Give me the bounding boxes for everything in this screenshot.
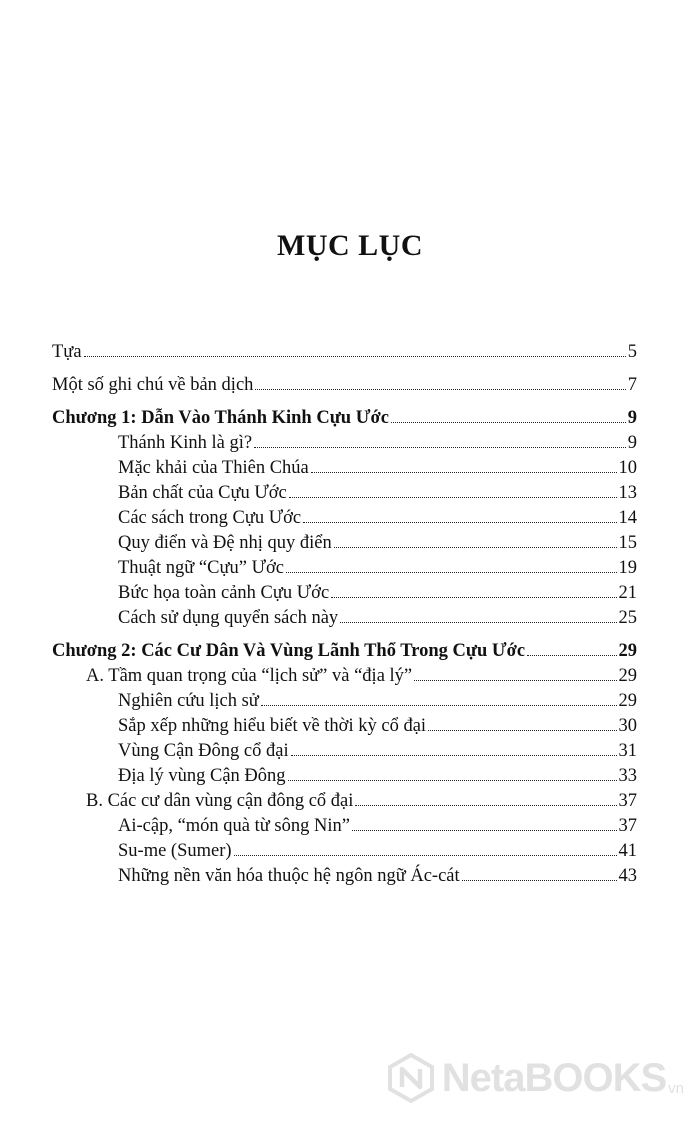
toc-dot-leader <box>255 389 625 390</box>
toc-entry <box>52 556 637 581</box>
toc-entry-label: Su-me (Sumer) <box>118 841 232 861</box>
toc-entry-page: 7 <box>627 375 637 395</box>
toc-entry-page: 43 <box>618 866 637 886</box>
toc-entry <box>52 789 637 814</box>
toc-dot-leader <box>527 655 616 656</box>
page-title: MỤC LỤC <box>277 229 423 262</box>
toc-entry <box>52 506 637 531</box>
toc-dot-leader <box>84 356 626 357</box>
toc-dot-leader <box>311 472 617 473</box>
toc-entry-label: Thánh Kinh là gì? <box>118 433 253 453</box>
toc-entry <box>52 664 637 689</box>
toc-entry-label: Chương 2: Các Cư Dân Và Vùng Lãnh Thổ Trong Cựu Ước <box>52 641 526 661</box>
toc-entry-label: Bản chất của Cựu Ước <box>118 483 287 503</box>
toc-entry-label: Nghiên cứu lịch sử <box>118 691 259 711</box>
toc-dot-leader <box>428 730 616 731</box>
toc-entry <box>52 481 637 506</box>
toc-dot-leader <box>355 805 616 806</box>
toc-entry-page: 31 <box>618 741 637 761</box>
toc-entry-page: 5 <box>627 342 637 362</box>
toc-dot-leader <box>286 572 617 573</box>
toc-dot-leader <box>340 622 616 623</box>
toc-dot-leader <box>334 547 617 548</box>
toc-entry-label: Những nền văn hóa thuộc hệ ngôn ngữ Ác-cát <box>118 866 460 886</box>
toc-entry-label: Cách sử dụng quyển sách này <box>118 608 339 628</box>
toc-entry-page: 9 <box>627 433 637 453</box>
toc-dot-leader <box>331 597 616 598</box>
toc-entry <box>52 373 637 398</box>
toc-dot-leader <box>289 497 617 498</box>
toc-entry-label: Sắp xếp những hiểu biết về thời kỳ cổ đại <box>118 716 427 736</box>
toc-entry <box>52 531 637 556</box>
table-of-contents <box>52 340 637 889</box>
toc-dot-leader <box>303 522 616 523</box>
toc-entry <box>52 340 637 365</box>
watermark <box>386 1053 684 1103</box>
toc-dot-leader <box>414 680 616 681</box>
toc-entry-page: 37 <box>618 816 637 836</box>
toc-entry-page: 29 <box>618 691 637 711</box>
toc-entry-label: Chương 1: Dẫn Vào Thánh Kinh Cựu Ước <box>52 408 389 428</box>
toc-entry-page: 37 <box>618 791 637 811</box>
toc-entry <box>52 456 637 481</box>
toc-entry-page: 14 <box>618 508 637 528</box>
toc-dot-leader <box>254 447 626 448</box>
watermark-tld: vn <box>668 1080 684 1097</box>
toc-entry-page: 10 <box>618 458 637 478</box>
netabooks-logo-icon <box>386 1053 436 1103</box>
toc-entry-page: 13 <box>618 483 637 503</box>
toc-entry <box>52 406 637 431</box>
toc-entry-label: Một số ghi chú về bản dịch <box>52 375 254 395</box>
toc-entry-label: Vùng Cận Đông cổ đại <box>118 741 289 761</box>
toc-entry <box>52 581 637 606</box>
toc-entry-page: 29 <box>618 666 637 686</box>
watermark-brand: NetaBOOKS <box>441 1056 667 1100</box>
toc-entry-page: 25 <box>618 608 637 628</box>
toc-entry-page: 15 <box>618 533 637 553</box>
toc-entry <box>52 864 637 889</box>
toc-entry <box>52 689 637 714</box>
toc-entry <box>52 431 637 456</box>
toc-entry-label: Mặc khải của Thiên Chúa <box>118 458 309 478</box>
toc-entry <box>52 814 637 839</box>
toc-entry-page: 33 <box>618 766 637 786</box>
toc-entry-label: Ai-cập, “món quà từ sông Nin” <box>118 816 350 836</box>
toc-entry-page: 19 <box>618 558 637 578</box>
toc-dot-leader <box>462 880 617 881</box>
toc-dot-leader <box>391 422 626 423</box>
toc-entry-label: Tựa <box>52 342 82 362</box>
toc-entry-page: 9 <box>627 408 637 428</box>
toc-entry <box>52 764 637 789</box>
toc-entry-label: Các sách trong Cựu Ước <box>118 508 302 528</box>
toc-entry-label: Địa lý vùng Cận Đông <box>118 766 286 786</box>
toc-entry-label: B. Các cư dân vùng cận đông cổ đại <box>86 791 354 811</box>
toc-dot-leader <box>288 780 617 781</box>
toc-entry <box>52 714 637 739</box>
toc-entry-label: Thuật ngữ “Cựu” Ước <box>118 558 284 578</box>
toc-dot-leader <box>291 755 617 756</box>
toc-entry-page: 21 <box>618 583 637 603</box>
toc-dot-leader <box>352 830 617 831</box>
toc-entry-page: 41 <box>618 841 637 861</box>
toc-entry-label: A. Tầm quan trọng của “lịch sử” và “địa lý” <box>86 666 413 686</box>
toc-dot-leader <box>261 705 617 706</box>
toc-entry <box>52 606 637 631</box>
toc-entry <box>52 639 637 664</box>
toc-entry-label: Bức họa toàn cảnh Cựu Ước <box>118 583 330 603</box>
toc-entry <box>52 739 637 764</box>
toc-dot-leader <box>234 855 617 856</box>
toc-entry-page: 30 <box>618 716 637 736</box>
toc-entry <box>52 839 637 864</box>
toc-entry-label: Quy điển và Đệ nhị quy điển <box>118 533 332 553</box>
toc-entry-page: 29 <box>618 641 637 661</box>
